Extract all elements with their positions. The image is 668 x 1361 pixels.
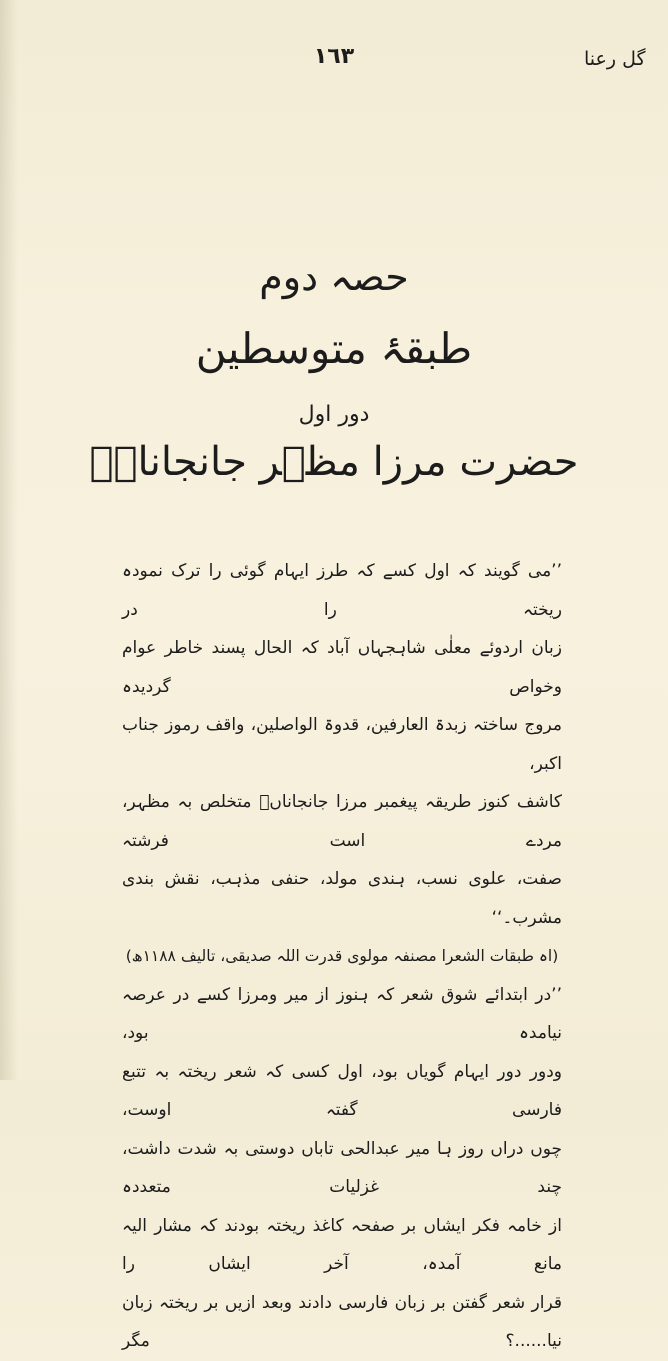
citation: (اہ طبقات الشعرا مصنفہ مولوی قدرت اللہ صدیقی، تالیف ١١٨٨ھ) [125,947,559,965]
body-text [122,552,562,1361]
section-title-block [0,250,668,490]
quote-line: زبان اردوئے معلٰی شاہجہاں آباد کہ الحال پسند خاطر عوام وخواص گردیدہ [122,638,562,697]
part-title: حصہ دوم [259,255,409,299]
page-number: ١٦٣ [313,44,355,69]
quote-line: صفت، علوی نسب، ہندی مولد، حنفی مذہب، نقش بندی مشرب۔‘‘ [122,869,562,928]
quote-line: مروج ساختہ زبدۃ العارفین، قدوۃ الواصلین، واقف رموز جناب اکبر، [122,715,562,774]
quote-line: کاشف کنوز طریقہ پیغمبر مرزا جانجاناںؒ متخلص بہ مظہر، مردے است فرشتہ [122,792,562,851]
quote-line: ’’در ابتدائے شوق شعر کہ ہنوز از میر ومرزا کسے در عرصہ نیامدہ بود، [122,984,562,1043]
era-title: دور اول [298,402,370,427]
quote-line: قرار شعر گفتن بر زبان فارسی دادند وبعد ازیں بر ریختہ زبان نیا......؟ مگر [122,1292,562,1351]
tier-title: طبقۂ متوسطین [195,324,473,373]
quote-line: از خامہ فکر ایشاں بر صفحہ کاغذ ریختہ بودند کہ مشار الیہ مانع آمدہ، آخر ایشاں را [122,1215,562,1274]
poet-name-heading: حضرت مرزا مظہر جانجاناںؒ [89,439,579,485]
quote-line: چوں دراں روز ہا میر عبدالحی تاباں دوستی بہ شدت داشت، چند غزلیات متعددہ [122,1138,562,1197]
page-gutter-shadow [0,0,18,1080]
running-header-book-title: گل رعنا [584,48,646,70]
quote-line: ’’می گویند کہ اول کسے کہ طرز ایہام گوئی را ترک نمودہ ریختہ را در [122,561,562,620]
quote-line: ودور دور ایہام گویاں بود، اول کسی کہ شعر ریختہ بہ تتبع فارسی گفتہ اوست، [122,1061,562,1120]
